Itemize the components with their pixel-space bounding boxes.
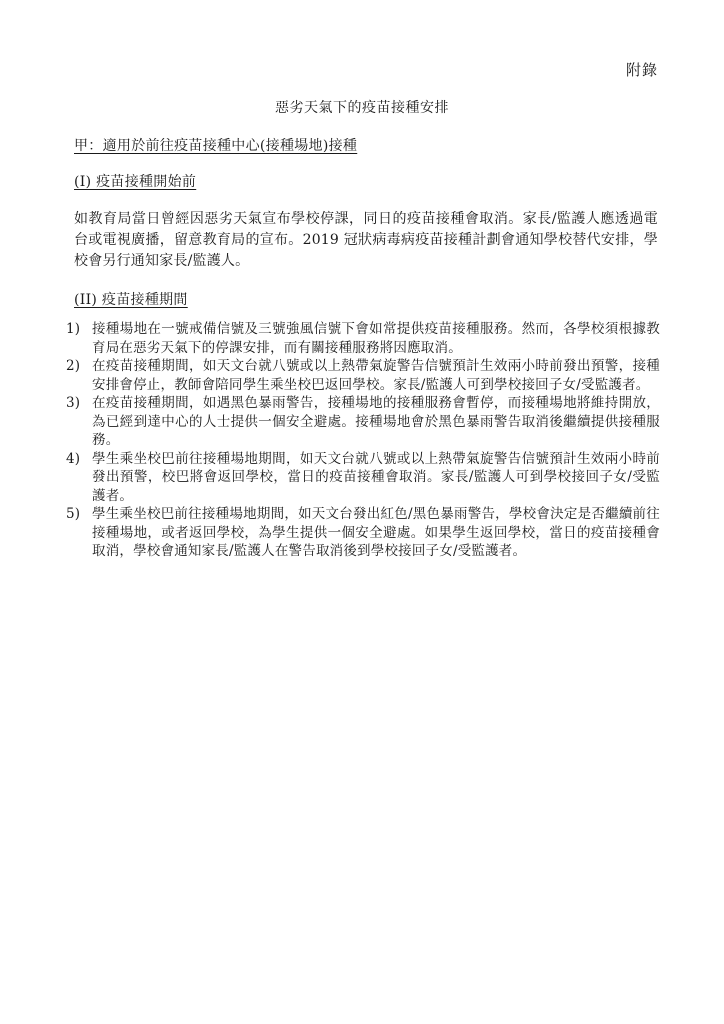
list-item: [66, 450, 660, 506]
list-item: [66, 505, 660, 561]
list-item-text: 學生乘坐校巴前往接種場地期間，如天文台發出紅色/黑色暴雨警告，學校會決定是否繼續前往接種場地，或者返回學校，為學生提供一個安全避處。如果學生返回學校，當日的疫苗接種會取消，學校會通知家長/監護人在警告取消後到學校接回子女/受監護者。: [92, 506, 660, 559]
list-item-text: 在疫苗接種期間，如遇黑色暴雨警告，接種場地的接種服務會暫停，而接種場地將維持開放，為已經到達中心的人士提供一個安全避處。接種場地會於黑色暴雨警告取消後繼續提供接種服務。: [92, 395, 660, 448]
list-item-number: 1): [66, 321, 81, 337]
section-a-heading: 甲：適用於前往疫苗接種中心(接種場地)接種: [74, 138, 358, 154]
part-one-heading: (I) 疫苗接種開始前: [74, 174, 197, 190]
list-item: [66, 320, 660, 357]
list-item-number: 3): [66, 395, 81, 411]
list-item-text: 在疫苗接種期間，如天文台就八號或以上熱帶氣旋警告信號預計生效兩小時前發出預警，接種安排會停止，教師會陪同學生乘坐校巴返回學校。家長/監護人可到學校接回子女/受監護者。: [92, 358, 660, 393]
list-item-number: 2): [66, 358, 81, 374]
list-item-number: 5): [66, 506, 81, 522]
document-title: 惡劣天氣下的疫苗接種安排: [275, 100, 449, 116]
list-item: [66, 357, 660, 394]
part-one-paragraph: 如教育局當日曾經因惡劣天氣宣布學校停課，同日的疫苗接種會取消。家長/監護人應透過電台或電視廣播，留意教育局的宣布。2019 冠狀病毒病疫苗接種計劃會通知學校替代安排，學校會另行通知家長/監護人。: [74, 211, 658, 269]
part-two-heading: (II) 疫苗接種期間: [74, 292, 188, 308]
part-two-list: [66, 320, 660, 561]
list-item: [66, 394, 660, 450]
list-item-number: 4): [66, 450, 81, 467]
annex-label: 附錄: [625, 61, 658, 79]
list-item-text: 接種場地在一號戒備信號及三號強風信號下會如常提供疫苗接種服務。然而，各學校須根據教育局在惡劣天氣下的停課安排，而有關接種服務將因應取消。: [92, 321, 660, 356]
list-item-text: 學生乘坐校巴前往接種場地期間，如天文台就八號或以上熱帶氣旋警告信號預計生效兩小時前發出預警，校巴將會返回學校，當日的疫苗接種會取消。家長/監護人可到學校接回子女/受監護者。: [92, 450, 660, 504]
